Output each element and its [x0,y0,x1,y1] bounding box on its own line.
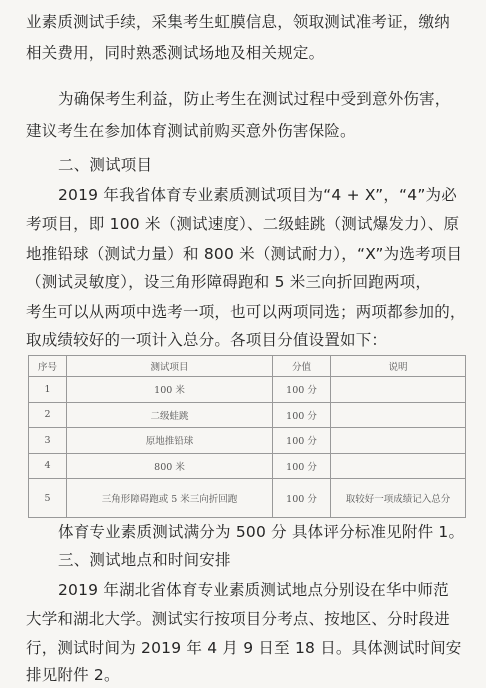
cell-score: 100 分 [273,479,331,518]
paragraph-line: 建议考生在参加体育测试前购买意外伤害保险。 [26,122,356,140]
cell-note [331,402,466,428]
header-item: 测试项目 [67,356,273,377]
cell-score: 100 分 [273,402,331,428]
cell-score: 100 分 [273,453,331,479]
paragraph-line: 体育专业素质测试满分为 500 分 具体评分标准见附件 1。 [58,523,465,541]
header-index: 序号 [29,356,67,377]
cell-item: 100 米 [67,377,273,403]
cell-score: 100 分 [273,428,331,454]
paragraph-line: 相关费用，同时熟悉测试场地及相关规定。 [26,44,325,62]
cell-note [331,453,466,479]
paragraph-line: 为确保考生利益，防止考生在测试过程中受到意外伤害， [58,90,451,108]
cell-index: 3 [29,428,67,454]
paragraph-line: 取成绩较好的一项计入总分。各项目分值设置如下： [26,331,388,349]
cell-note [331,428,466,454]
paragraph-line: 2019 年我省体育专业素质测试项目为“4 + X”，“4”为必 [58,186,457,204]
paragraph-line: 考项目，即 100 米（测试速度）、二级蛙跳（测试爆发力）、原 [26,215,460,233]
paragraph-line: 行，测试时间为 2019 年 4 月 9 日至 18 日。具体测试时间安 [26,639,462,657]
table-row [29,453,466,479]
paragraph-line: 考生可以从两项中选考一项，也可以两项同选；两项都参加的， [26,303,466,321]
cell-item: 原地推铅球 [67,428,273,454]
table-row [29,428,466,454]
cell-note [331,377,466,403]
header-note: 说明 [331,356,466,377]
cell-item: 二级蛙跳 [67,402,273,428]
cell-index: 5 [29,479,67,518]
section-heading: 三、测试地点和时间安排 [58,551,231,569]
table-header-row [29,356,466,377]
cell-index: 1 [29,377,67,403]
paragraph-line: 2019 年湖北省体育专业素质测试地点分别设在华中师范 [58,581,449,599]
cell-index: 2 [29,402,67,428]
paragraph-line: 大学和湖北大学。测试实行按项目分考点、按地区、分时段进 [26,610,450,628]
cell-score: 100 分 [273,377,331,403]
paragraph-line: 排见附件 2。 [26,666,120,684]
paragraph-line: 业素质测试手续，采集考生虹膜信息，领取测试准考证，缴纳 [26,13,450,31]
cell-note: 取较好一项成绩记入总分 [331,479,466,518]
paragraph-line: （测试灵敏度），设三角形障碍跑和 5 米三向折回跑两项， [26,273,432,291]
table-row [29,377,466,403]
table-row [29,479,466,518]
section-heading: 二、测试项目 [58,156,153,174]
cell-item: 800 米 [67,453,273,479]
table-row [29,402,466,428]
score-table [28,355,466,518]
cell-item: 三角形障碍跑或 5 米三向折回跑 [67,479,273,518]
paragraph-line: 地推铅球（测试力量）和 800 米（测试耐力），“X”为选考项目 [26,245,463,263]
header-score: 分值 [273,356,331,377]
cell-index: 4 [29,453,67,479]
